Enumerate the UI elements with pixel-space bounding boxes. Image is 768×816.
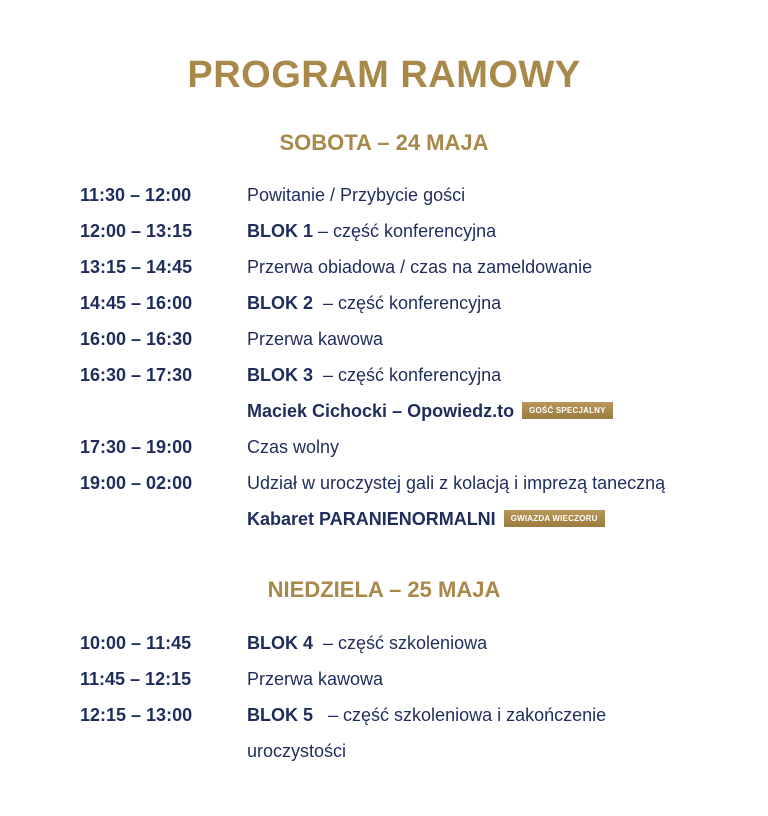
time-slot: 11:45 – 12:15 — [80, 669, 192, 689]
schedule-row — [0, 471, 768, 507]
time-slot: 12:00 – 13:15 — [80, 221, 193, 241]
activity-description: Przerwa obiadowa / czas na zameldowanie — [247, 257, 593, 277]
block-detail: – część konferencyjna — [313, 365, 502, 385]
block-label: BLOK 5 — [247, 705, 314, 725]
activity-description-continued: uroczystości — [247, 741, 347, 761]
day-heading-saturday: SOBOTA – 24 MAJA — [279, 130, 489, 155]
activity-description: Czas wolny — [247, 437, 340, 457]
activity-description — [247, 363, 501, 387]
activity-description — [247, 219, 496, 243]
activity-description: Przerwa kawowa — [247, 669, 384, 689]
schedule-row — [0, 363, 768, 399]
block-label: BLOK 3 — [247, 365, 314, 385]
time-slot: 16:30 – 17:30 — [80, 365, 193, 385]
time-slot: 14:45 – 16:00 — [80, 293, 193, 313]
schedule-row — [0, 183, 768, 219]
time-slot: 17:30 – 19:00 — [80, 437, 193, 457]
schedule-row-extra — [0, 399, 768, 435]
time-slot: 10:00 – 11:45 — [80, 633, 192, 653]
evening-star-name: Kabaret PARANIENORMALNI — [247, 509, 496, 529]
special-guest-badge: GOŚĆ SPECJALNY — [522, 402, 613, 419]
block-detail: – część szkoleniowa i zakończenie — [313, 705, 607, 725]
special-guest — [247, 399, 613, 423]
schedule-row-extra — [0, 507, 768, 543]
block-label: BLOK 1 — [247, 221, 314, 241]
time-slot: 13:15 – 14:45 — [80, 257, 193, 277]
activity-description — [247, 703, 606, 727]
block-label: BLOK 4 — [247, 633, 314, 653]
schedule-row — [0, 631, 768, 667]
time-slot: 11:30 – 12:00 — [80, 185, 192, 205]
activity-description: Przerwa kawowa — [247, 329, 384, 349]
block-detail: – część konferencyjna — [313, 293, 502, 313]
activity-description: Powitanie / Przybycie gości — [247, 185, 466, 205]
schedule-row — [0, 219, 768, 255]
schedule-row — [0, 703, 768, 739]
time-slot: 16:00 – 16:30 — [80, 329, 193, 349]
time-slot: 19:00 – 02:00 — [80, 473, 193, 493]
schedule-row — [0, 667, 768, 703]
schedule-row-continuation — [0, 739, 768, 775]
evening-star — [247, 507, 605, 531]
activity-description — [247, 291, 501, 315]
page-title: PROGRAM RAMOWY — [187, 54, 581, 96]
time-slot: 12:15 – 13:00 — [80, 705, 193, 725]
schedule-row — [0, 291, 768, 327]
evening-star-badge: GWIAZDA WIECZORU — [504, 510, 605, 527]
schedule-row — [0, 255, 768, 291]
schedule-row — [0, 327, 768, 363]
block-detail: – część konferencyjna — [313, 221, 497, 241]
block-detail: – część szkoleniowa — [313, 633, 488, 653]
schedule-row — [0, 435, 768, 471]
activity-description: Udział w uroczystej gali z kolacją i imprezą taneczną — [247, 473, 666, 493]
block-label: BLOK 2 — [247, 293, 314, 313]
special-guest-name: Maciek Cichocki – Opowiedz.to — [247, 401, 515, 421]
day-heading-sunday: NIEDZIELA – 25 MAJA — [267, 577, 501, 602]
activity-description — [247, 631, 487, 655]
